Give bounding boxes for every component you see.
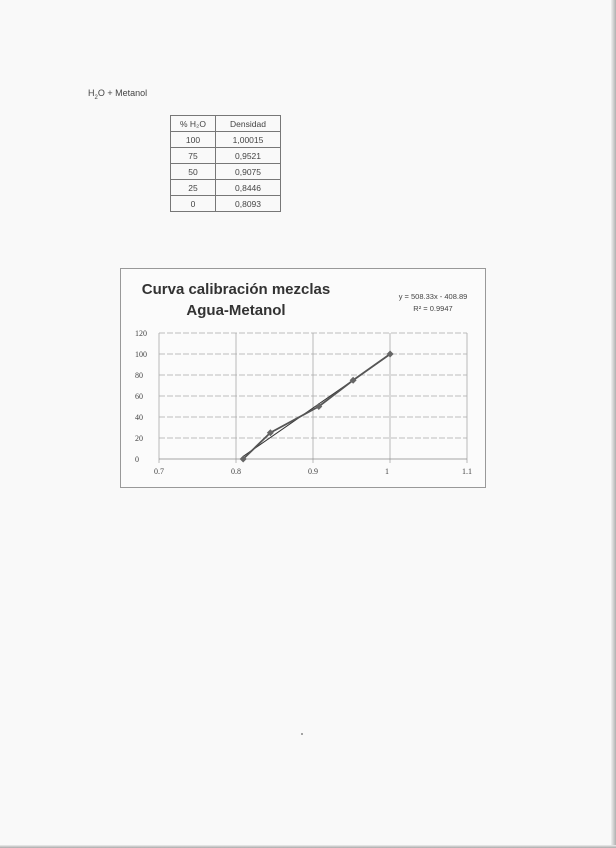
calibration-chart <box>120 268 486 488</box>
chart-title-line2: Agua-Metanol <box>186 302 286 319</box>
table-row <box>171 180 281 196</box>
y-tick-label: 20 <box>135 434 143 443</box>
density-table <box>170 115 281 212</box>
table-row <box>171 148 281 164</box>
trendline-equation <box>383 291 483 315</box>
heading-h: H <box>88 88 95 98</box>
x-tick-label: 0.9 <box>308 467 318 476</box>
x-tick-label: 0.7 <box>154 467 164 476</box>
table-row <box>171 196 281 212</box>
cell-percent: 75 <box>171 148 216 164</box>
cell-density: 1,00015 <box>216 132 281 148</box>
r-squared-text: R² = 0.9947 <box>413 304 453 313</box>
y-tick-label: 0 <box>135 455 139 464</box>
cell-density: 0,9521 <box>216 148 281 164</box>
x-tick-label: 1.1 <box>462 467 472 476</box>
cell-density: 0,9075 <box>216 164 281 180</box>
equation-text: y = 508.33x - 408.89 <box>398 292 468 301</box>
cell-percent: 100 <box>171 132 216 148</box>
y-tick-label: 60 <box>135 392 143 401</box>
table-header-row <box>171 116 281 132</box>
y-tick-label: 80 <box>135 371 143 380</box>
table-row <box>171 132 281 148</box>
header-percent-water: % H₂O <box>171 116 216 132</box>
cell-percent: 25 <box>171 180 216 196</box>
x-tick-label: 0.8 <box>231 467 241 476</box>
cell-density: 0,8446 <box>216 180 281 196</box>
scan-edge-shadow <box>611 0 616 848</box>
heading-subscript: 2 <box>94 94 98 101</box>
chart-title <box>131 279 341 321</box>
page-heading <box>88 88 147 101</box>
x-tick-label: 1 <box>385 467 389 476</box>
y-tick-label: 120 <box>135 329 147 338</box>
header-density: Densidad <box>216 116 281 132</box>
cell-density: 0,8093 <box>216 196 281 212</box>
cell-percent: 50 <box>171 164 216 180</box>
table-row <box>171 164 281 180</box>
cell-percent: 0 <box>171 196 216 212</box>
chart-title-line1: Curva calibración mezclas <box>141 281 331 298</box>
scan-speck <box>301 733 303 735</box>
y-tick-label: 100 <box>135 350 147 359</box>
y-tick-label: 40 <box>135 413 143 422</box>
heading-rest: O + Metanol <box>97 88 148 98</box>
